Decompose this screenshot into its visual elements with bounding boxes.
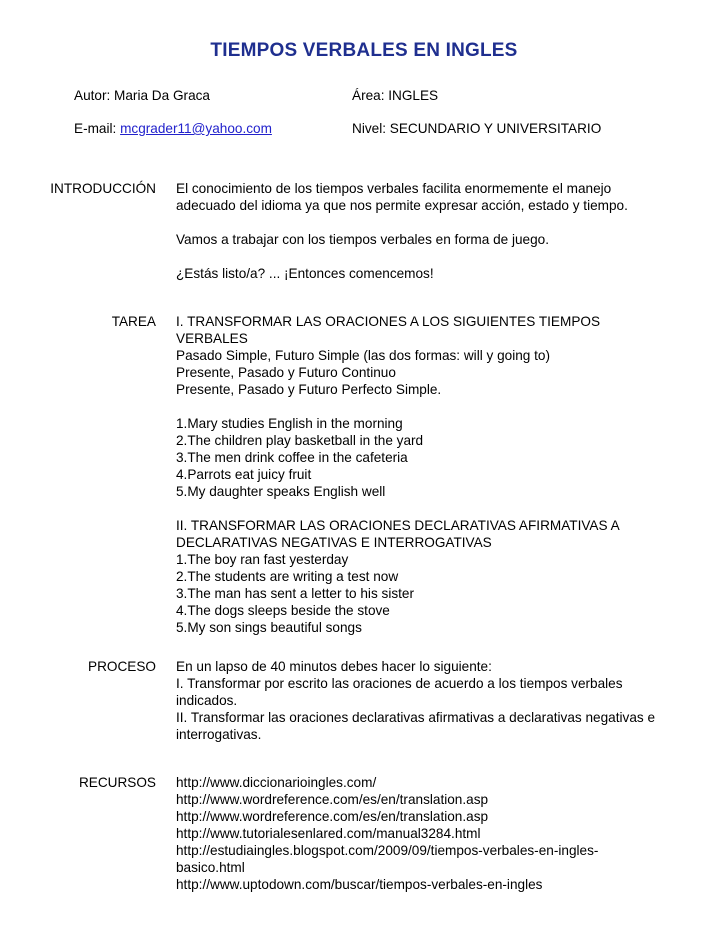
intro-paragraph-3: ¿Estás listo/a? ... ¡Entonces comencemos!	[176, 266, 434, 281]
proceso-content	[176, 658, 696, 743]
resource-link[interactable]: http://www.wordreference.com/es/en/translation.asp	[176, 809, 489, 824]
tarea-part1-line: Pasado Simple, Futuro Simple (las dos formas: will y going to)	[176, 348, 550, 363]
email-link[interactable]: mcgrader11@yahoo.com	[120, 121, 272, 136]
intro-label: INTRODUCCIÓN	[50, 181, 156, 196]
tarea-part1-item: 3.The men drink coffee in the cafeteria	[176, 450, 408, 465]
resource-link[interactable]: http://www.tutorialesenlared.com/manual3284.html	[176, 826, 481, 841]
proceso-label: PROCESO	[88, 659, 156, 674]
tarea-content	[176, 313, 646, 636]
proceso-line: II. Transformar las oraciones declarativas afirmativas a declarativas negativas e interrogativas.	[176, 710, 656, 742]
author-label: Autor: Maria Da Graca	[74, 88, 210, 103]
proceso-line: En un lapso de 40 minutos debes hacer lo siguiente:	[176, 659, 492, 674]
tarea-part1-line: Presente, Pasado y Futuro Perfecto Simple.	[176, 382, 442, 397]
proceso-line: I. Transformar por escrito las oraciones de acuerdo a los tiempos verbales indicados.	[176, 676, 623, 708]
email-row	[74, 120, 272, 137]
resource-link[interactable]: http://www.diccionarioingles.com/	[176, 775, 377, 790]
area-label: Área: INGLES	[352, 88, 439, 103]
tarea-part1-item: 5.My daughter speaks English well	[176, 484, 386, 499]
tarea-part2-item: 4.The dogs sleeps beside the stove	[176, 603, 390, 618]
resource-link[interactable]: http://www.wordreference.com/es/en/translation.asp	[176, 792, 489, 807]
resource-link[interactable]: http://estudiaingles.blogspot.com/2009/09/tiempos-verbales-en-ingles-basico.html	[176, 843, 599, 875]
tarea-part1-line: Presente, Pasado y Futuro Continuo	[176, 365, 396, 380]
recursos-label: RECURSOS	[78, 775, 156, 790]
resource-link[interactable]: http://www.uptodown.com/buscar/tiempos-verbales-en-ingles	[176, 877, 543, 892]
page-title: TIEMPOS VERBALES EN INGLES	[210, 40, 518, 61]
tarea-part2-item: 2.The students are writing a test now	[176, 569, 399, 584]
intro-paragraph-2: Vamos a trabajar con los tiempos verbales en forma de juego.	[176, 232, 550, 247]
tarea-part1-item: 2.The children play basketball in the yard	[176, 433, 424, 448]
tarea-part1-title: I. TRANSFORMAR LAS ORACIONES A LOS SIGUIENTES TIEMPOS VERBALES	[176, 314, 601, 346]
level-label: Nivel: SECUNDARIO Y UNIVERSITARIO	[352, 121, 602, 136]
tarea-part2-item: 1.The boy ran fast yesterday	[176, 552, 349, 567]
tarea-label: TAREA	[111, 314, 156, 329]
tarea-part1-item: 4.Parrots eat juicy fruit	[176, 467, 312, 482]
email-prefix: E-mail:	[74, 121, 121, 136]
tarea-part2-item: 5.My son sings beautiful songs	[176, 620, 362, 635]
tarea-part1-item: 1.Mary studies English in the morning	[176, 416, 403, 431]
intro-content	[176, 180, 666, 282]
tarea-part2-title: II. TRANSFORMAR LAS ORACIONES DECLARATIVAS AFIRMATIVAS A DECLARATIVAS NEGATIVAS E INTERROGATIVAS	[176, 518, 619, 550]
intro-paragraph-1: El conocimiento de los tiempos verbales facilita enormemente el manejo adecuado del idioma ya que nos permite expresar acción, estado y tiempo.	[176, 181, 628, 213]
tarea-part2-item: 3.The man has sent a letter to his sister	[176, 586, 415, 601]
recursos-content	[176, 774, 631, 893]
